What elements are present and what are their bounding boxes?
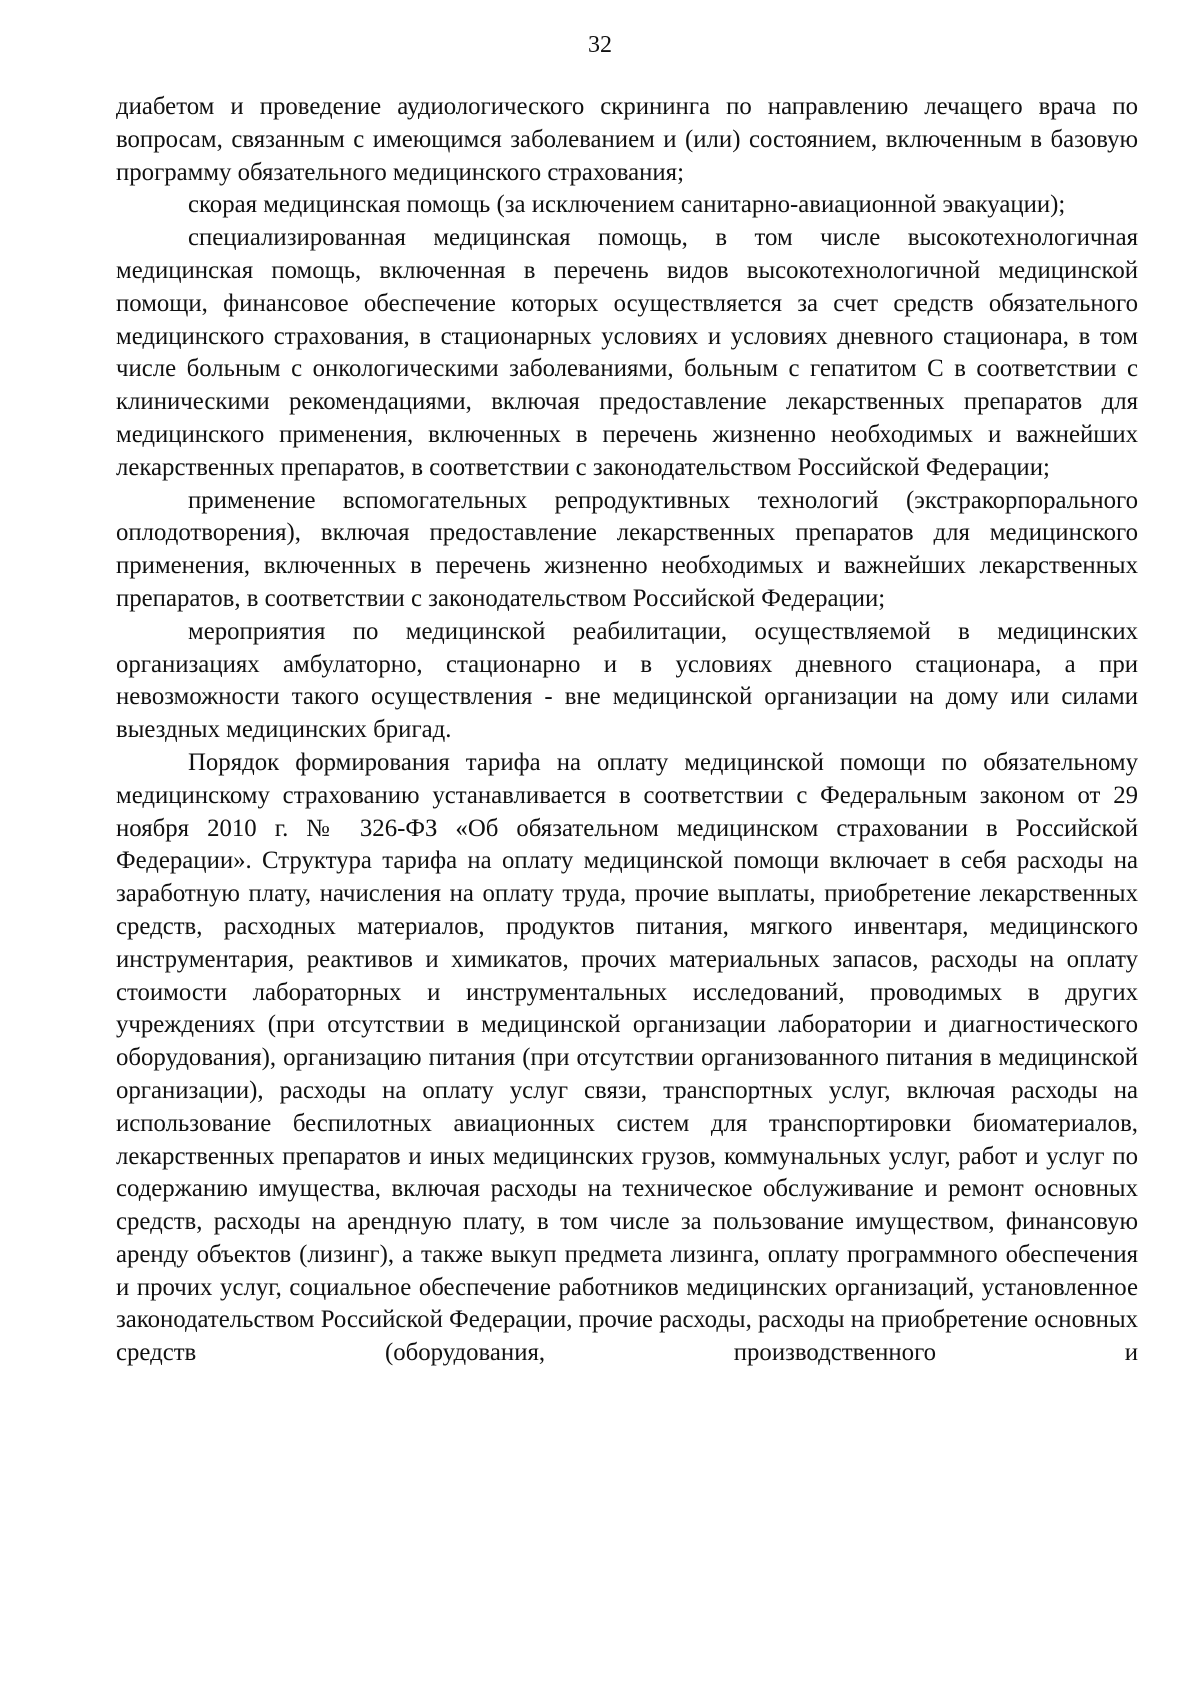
paragraph-rehabilitation: мероприятия по медицинской реабилитации, осуществляемой в медицинских организациях амбулаторно, стационарно и в условиях дневного стационара, а при невозможности такого осуществления - вне медицинской организации на дому или силами выездных медицинских бригад. [116, 617, 1138, 744]
paragraph-continuation: диабетом и проведение аудиологического скрининга по направлению лечащего врача по вопросам, связанным с имеющимся заболеванием и (или) состоянием, включенным в базовую программу обязательного медицинского страхования; [116, 93, 1138, 186]
paragraph-tariff-structure: Порядок формирования тарифа на оплату медицинской помощи по обязательному медицинскому страхованию устанавливается в соответствии с Федеральным законом от 29 ноября 2010 г. № 326-ФЗ «Об обязательном медицинском страховании в Российской Федерации». Структура тарифа на оплату медицинской помощи включает в себя расходы на заработную плату, начисления на оплату труда, прочие выплаты, приобретение лекарственных средств, расходных материалов, продуктов питания, мягкого инвентаря, медицинского инструментария, реактивов и химикатов, прочих материальных запасов, расходы на оплату стоимости лабораторных и инструментальных исследований, проводимых в других учреждениях (при отсутствии в медицинской организации лаборатории и диагностического оборудования), организацию питания (при отсутствии организованного питания в медицинской организации), расходы на оплату услуг связи, транспортных услуг, включая расходы на использование беспилотных авиационных систем для транспортировки биоматериалов, лекарственных препаратов и иных медицинских грузов, коммунальных услуг, работ и услуг по содержанию имущества, включая расходы на техническое обслуживание и ремонт основных средств, расходы на арендную плату, в том числе за пользование имуществом, финансовую аренду объектов (лизинг), а также выкуп предмета лизинга, оплату программного обеспечения и прочих услуг, социальное обеспечение работников медицинских организаций, установленное законодательством Российской Федерации, прочие расходы, расходы на приобретение основных средств (оборудования, производственного и [116, 748, 1138, 1367]
page-number: 32 [588, 32, 612, 58]
paragraph-emergency-care: скорая медицинская помощь (за исключением санитарно-авиационной эвакуации); [188, 191, 1066, 219]
paragraph-reproductive-technologies: применение вспомогательных репродуктивных технологий (экстракорпорального оплодотворения), включая предоставление лекарственных препаратов для медицинского применения, включенных в перечень жизненно необходимых и важнейших лекарственных препаратов, в соответствии с законодательством Российской Федерации; [116, 486, 1138, 612]
paragraph-specialized-care: специализированная медицинская помощь, в том числе высокотехнологичная медицинская помощь, включенная в перечень видов высокотехнологичной медицинской помощи, финансовое обеспечение которых осуществляется за счет средств обязательного медицинского страхования, в стационарных условиях и условиях дневного стационара, в том числе больным с онкологическими заболеваниями, больным с гепатитом С в соответствии с клиническими рекомендациями, включая предоставление лекарственных препаратов для медицинского применения, включенных в перечень жизненно необходимых и важнейших лекарственных препаратов, в соответствии с законодательством Российской Федерации; [116, 224, 1138, 481]
document-body [116, 91, 1138, 1370]
